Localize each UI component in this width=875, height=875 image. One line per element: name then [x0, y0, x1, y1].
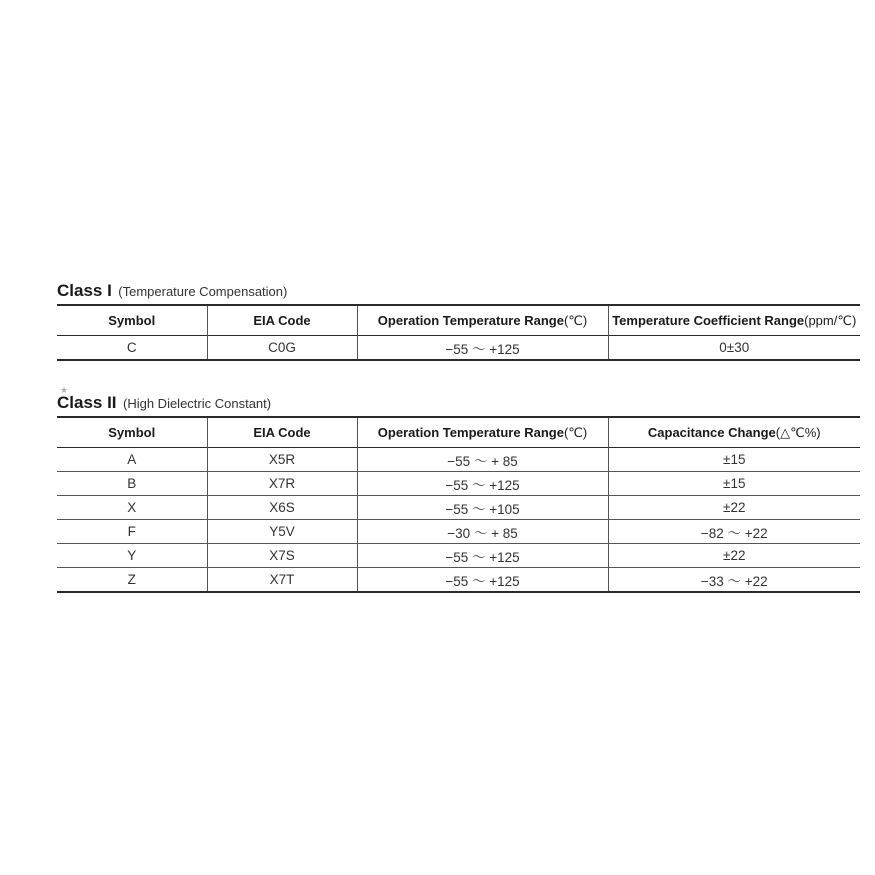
header-unit: (℃)	[563, 424, 588, 440]
header-operation-temperature-range	[357, 305, 608, 336]
cell-coefficient-range: 0±30	[608, 336, 860, 361]
cell-capacitance-change: ±15	[608, 448, 860, 472]
header-label: Capacitance Change	[647, 424, 776, 440]
header-eia-code	[207, 305, 357, 336]
header-eia-code	[207, 417, 357, 448]
table-header-row	[57, 417, 860, 448]
cell-temperature-range: −55 ～ +105	[357, 496, 608, 520]
cell-capacitance-change: ±15	[608, 472, 860, 496]
cell-capacitance-change: ±22	[608, 496, 860, 520]
header-label: Operation Temperature Range	[377, 312, 564, 328]
header-label: EIA Code	[253, 425, 311, 440]
header-symbol	[57, 305, 207, 336]
class-1-title-subtitle: (Temperature Compensation)	[118, 284, 288, 299]
header-unit: (ppm/℃)	[804, 312, 857, 328]
header-label: Symbol	[108, 313, 156, 328]
cell-eia-code: X6S	[207, 496, 357, 520]
star-icon: ★	[60, 385, 69, 395]
header-label: Operation Temperature Range	[377, 424, 564, 440]
cell-symbol: Y	[57, 544, 207, 568]
table-row	[57, 496, 860, 520]
class-1-section	[57, 280, 860, 361]
cell-temperature-range: −55 ～ +125	[357, 544, 608, 568]
cell-temperature-range: −55 ～ +125	[357, 336, 608, 361]
cell-eia-code: C0G	[207, 336, 357, 361]
cell-temperature-range: −30 ～ + 85	[357, 520, 608, 544]
cell-eia-code: X7R	[207, 472, 357, 496]
table-row	[57, 472, 860, 496]
cell-eia-code: X7T	[207, 568, 357, 593]
cell-capacitance-change: −33 ～ +22	[608, 568, 860, 593]
class-2-title-main: Class II	[57, 393, 117, 412]
class-1-table	[57, 304, 860, 361]
cell-symbol: B	[57, 472, 207, 496]
header-unit: (△℃%)	[775, 424, 821, 440]
cell-capacitance-change: ±22	[608, 544, 860, 568]
table-row	[57, 520, 860, 544]
cell-temperature-range: −55 ～ +125	[357, 568, 608, 593]
table-row	[57, 336, 860, 361]
cell-symbol: C	[57, 336, 207, 361]
cell-eia-code: X7S	[207, 544, 357, 568]
class-2-table	[57, 416, 860, 593]
cell-symbol: A	[57, 448, 207, 472]
cell-symbol: X	[57, 496, 207, 520]
cell-temperature-range: −55 ～ +125	[357, 472, 608, 496]
cell-eia-code: X5R	[207, 448, 357, 472]
table-row	[57, 448, 860, 472]
class-2-title-subtitle: (High Dielectric Constant)	[123, 396, 272, 411]
cell-eia-code: Y5V	[207, 520, 357, 544]
table-header-row	[57, 305, 860, 336]
class-1-title-main: Class I	[57, 281, 112, 300]
class-2-section	[57, 385, 860, 593]
header-label: Temperature Coefficient Range	[612, 312, 805, 328]
cell-symbol: F	[57, 520, 207, 544]
header-capacitance-change	[608, 417, 860, 448]
table-row	[57, 568, 860, 593]
header-label: EIA Code	[253, 313, 311, 328]
header-symbol	[57, 417, 207, 448]
table-row	[57, 544, 860, 568]
class-1-title	[57, 280, 860, 302]
header-unit: (℃)	[563, 312, 588, 328]
header-operation-temperature-range	[357, 417, 608, 448]
header-label: Symbol	[108, 425, 156, 440]
cell-symbol: Z	[57, 568, 207, 593]
cell-capacitance-change: −82 ～ +22	[608, 520, 860, 544]
header-temperature-coefficient-range	[608, 305, 860, 336]
class-2-title	[57, 385, 860, 414]
cell-temperature-range: −55 ～ + 85	[357, 448, 608, 472]
